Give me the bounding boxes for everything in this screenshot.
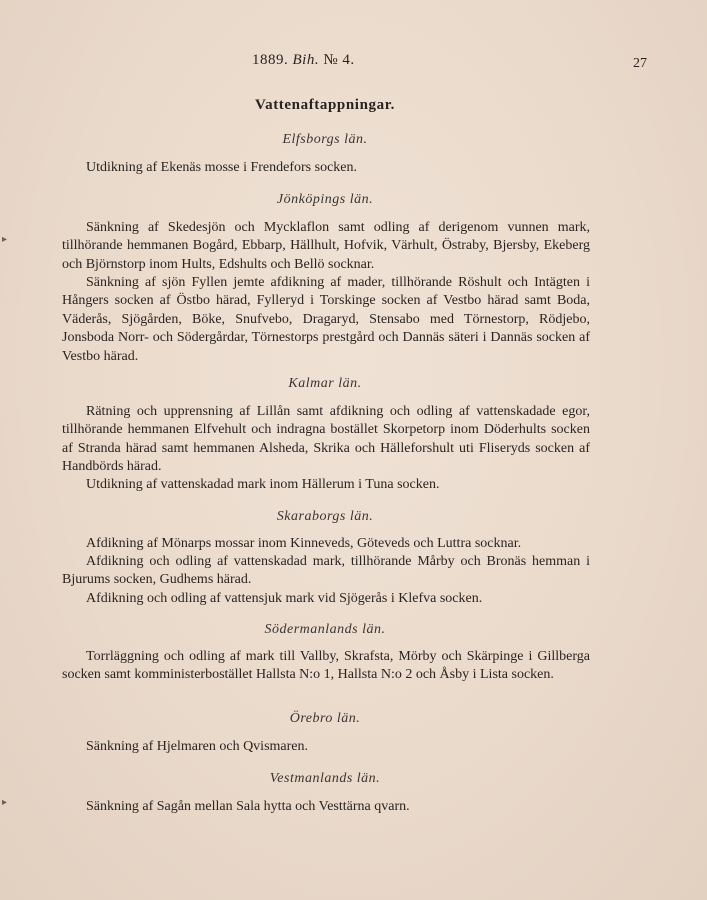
header-number: № 4. xyxy=(323,52,355,68)
paragraph: Afdikning och odling af vattensjuk mark vid Sjögerås i Klefva socken. xyxy=(86,591,483,606)
paragraph: Sänkning af Hjelmaren och Qvismaren. xyxy=(86,739,308,754)
paragraph: Torrläggning och odling af mark till Vallby, Skrafsta, Mörby och Skärpinge i Gillberga socken samt komministerbostället Hallsta N:o 1, Hallsta N:o 2 och Åsby i Lista socken. xyxy=(62,649,590,683)
county-heading-elfsborg: Elfsborgs län. xyxy=(282,132,368,147)
header-year: 1889. xyxy=(252,52,289,68)
paragraph: Afdikning af Mönarps mossar inom Kinneveds, Göteveds och Luttra socknar. xyxy=(86,536,522,551)
paragraph: Utdikning af vattenskadad mark inom Hällerum i Tuna socken. xyxy=(86,477,440,492)
header-bih: Bih. xyxy=(292,52,320,68)
margin-mark-icon: ▸ xyxy=(2,234,8,245)
county-heading-kalmar: Kalmar län. xyxy=(288,376,362,391)
paragraph: Sänkning af sjön Fyllen jemte afdikning af mader, tillhörande Röshult och Intägten i Hångers socken af Östbo härad, Fylleryd i Torskinge socken af Vestbo härad samt Boda, Väderås, Sjögården, Böke, Snufvebo, Dragaryd, Stensabo med Törnestorp, Rödjebo, Jonsboda Norr- och Södergårdar, Törnestorps prestgård och Dannäs säteri i Dannäs socken af Vestbo härad. xyxy=(62,275,590,364)
county-heading-jonkoping: Jönköpings län. xyxy=(276,192,374,207)
paragraph: Rätning och upprensning af Lillån samt afdikning och odling af vattenskadade egor, tillhörande hemmanen Elfvehult och indragna bostället Skorpetorp inom Döderhults socken af Stranda härad samt hemmanen Alsheda, Skrika och Hälleforshult uti Fliseryds socken af Handbörds härad. xyxy=(62,404,590,475)
paragraph: Utdikning af Ekenäs mosse i Frendefors socken. xyxy=(86,160,357,175)
county-heading-orebro: Örebro län. xyxy=(289,711,361,726)
paragraph: Sänkning af Skedesjön och Mycklaflon samt odling af derigenom vunnen mark, tillhörande hemmanen Bogård, Ebbarp, Hällhult, Hofvik, Värhult, Östraby, Bjersby, Ekeberg och Björnstorp inom Hults, Edshults och Bellö socknar. xyxy=(62,220,590,272)
county-heading-sodermanland: Södermanlands län. xyxy=(264,622,386,637)
county-heading-skaraborg: Skaraborgs län. xyxy=(276,509,374,524)
page-number: 27 xyxy=(633,56,647,71)
page-title: Vattenaftappningar. xyxy=(255,97,395,113)
paragraph: Sänkning af Sagån mellan Sala hytta och Vesttärna qvarn. xyxy=(86,799,410,814)
margin-mark-icon: ▸ xyxy=(2,797,8,808)
county-heading-vestmanland: Vestmanlands län. xyxy=(269,771,381,786)
page-header xyxy=(0,52,707,76)
header-citation xyxy=(252,52,355,69)
paragraph: Afdikning och odling af vattenskadad mark, tillhörande Mårby och Bronäs hemman i Bjurums socken, Gudhems härad. xyxy=(62,554,590,588)
